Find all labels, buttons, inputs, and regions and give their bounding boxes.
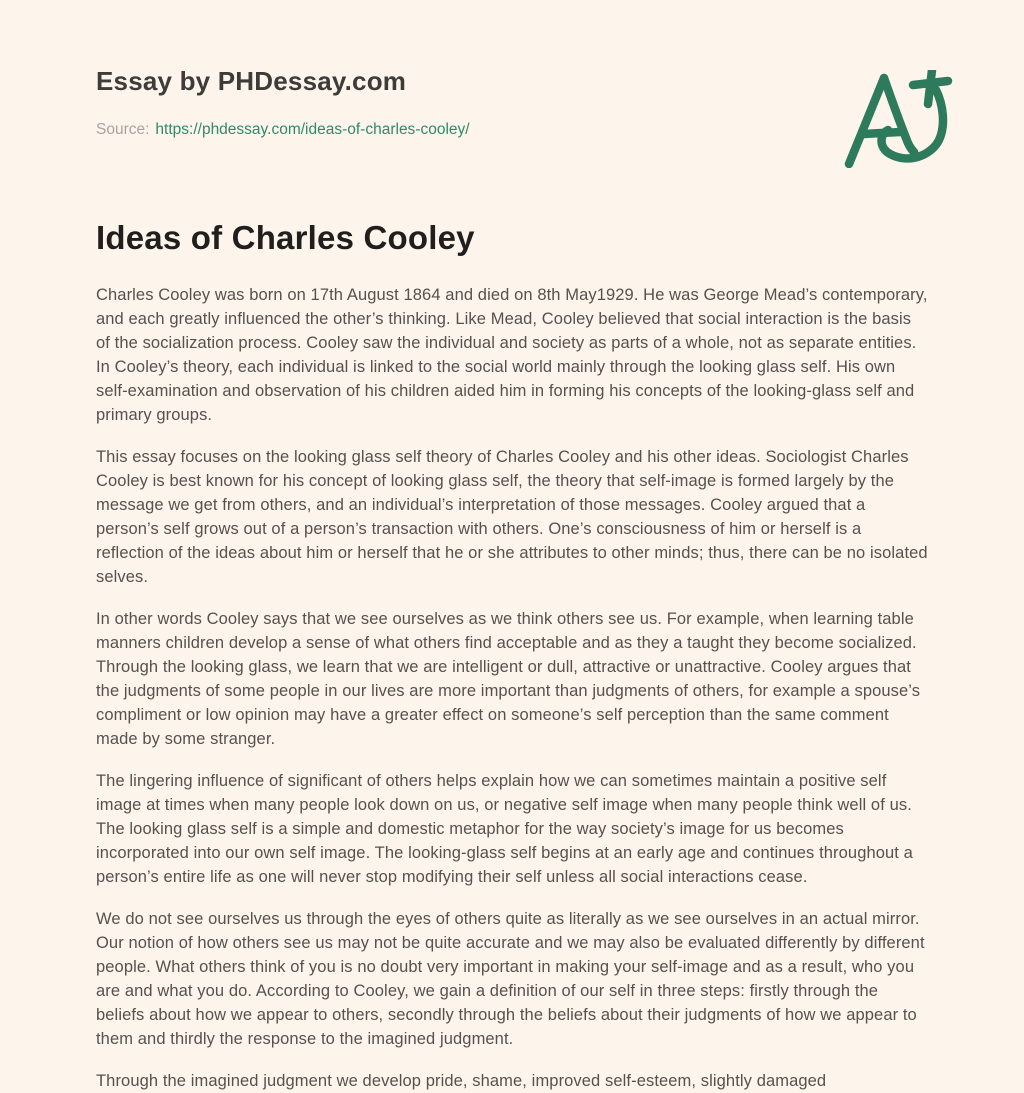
essay-body bbox=[96, 283, 928, 1093]
source-label: Source: bbox=[96, 121, 150, 138]
source-row bbox=[96, 121, 928, 139]
page-title: Ideas of Charles Cooley bbox=[96, 219, 475, 256]
essay-paragraph: The lingering influence of significant of others helps explain how we can sometimes maintain a positive self image at times when many people look down on us, or negative self image when many people think well of us. The looking glass self is a simple and domestic metaphor for the way society’s image for us becomes incorporated into our own self image. The looking-glass self begins at an early age and continues throughout a person’s entire life as one will never stop modifying their self unless all social interactions cease. bbox=[96, 772, 913, 886]
brand-heading: Essay by PHDessay.com bbox=[96, 66, 407, 96]
essay-paragraph: In other words Cooley says that we see ourselves as we think others see us. For example, when learning table manners children develop a sense of what others find acceptable and as they a taught they become socialized. Through the looking glass, we learn that we are intelligent or dull, attractive or unattractive. Cooley argues that the judgments of some people in our lives are more important than judgments of others, for example a spouse’s compliment or low opinion may have a greater effect on someone’s self perception than the same comment made by some stranger. bbox=[96, 610, 921, 748]
source-link[interactable]: https://phdessay.com/ideas-of-charles-cooley/ bbox=[155, 121, 470, 138]
essay-paragraph: Charles Cooley was born on 17th August 1864 and died on 8th May1929. He was George Mead’s contemporary, and each greatly influenced the other’s thinking. Like Mead, Cooley believed that social interaction is the basis of the socialization process. Cooley saw the individual and society as parts of a whole, not as separate entities. In Cooley’s theory, each individual is linked to the social world mainly through the looking glass self. His own self-examination and observation of his children aided him in forming his concepts of the looking-glass self and primary groups. bbox=[96, 286, 928, 424]
essay-paragraph: This essay focuses on the looking glass self theory of Charles Cooley and his other ideas. Sociologist Charles Cooley is best known for his concept of looking glass self, the theory that self-image is formed largely by the message we get from others, and an individual’s interpretation of those messages. Cooley argued that a person’s self grows out of a person’s transaction with others. One’s consciousness of him or herself is a reflection of the ideas about him or herself that he or she attributes to other minds; thus, there can be no isolated selves. bbox=[96, 448, 928, 586]
aplus-logo bbox=[844, 70, 960, 168]
essay-paragraph: We do not see ourselves us through the eyes of others quite as literally as we see ourselves in an actual mirror. Our notion of how others see us may not be quite accurate and we may also be evaluated differently by different people. What others think of you is no doubt very important in making your self-image and as a result, who you are and what you do. According to Cooley, we gain a definition of our self in three steps: firstly through the beliefs about how we appear to others, secondly through the beliefs about their judgments of how we appear to them and thirdly the response to the imagined judgment. bbox=[96, 910, 925, 1048]
essay-paragraph: Through the imagined judgment we develop pride, shame, improved self-esteem, slightly damaged bbox=[96, 1072, 827, 1090]
